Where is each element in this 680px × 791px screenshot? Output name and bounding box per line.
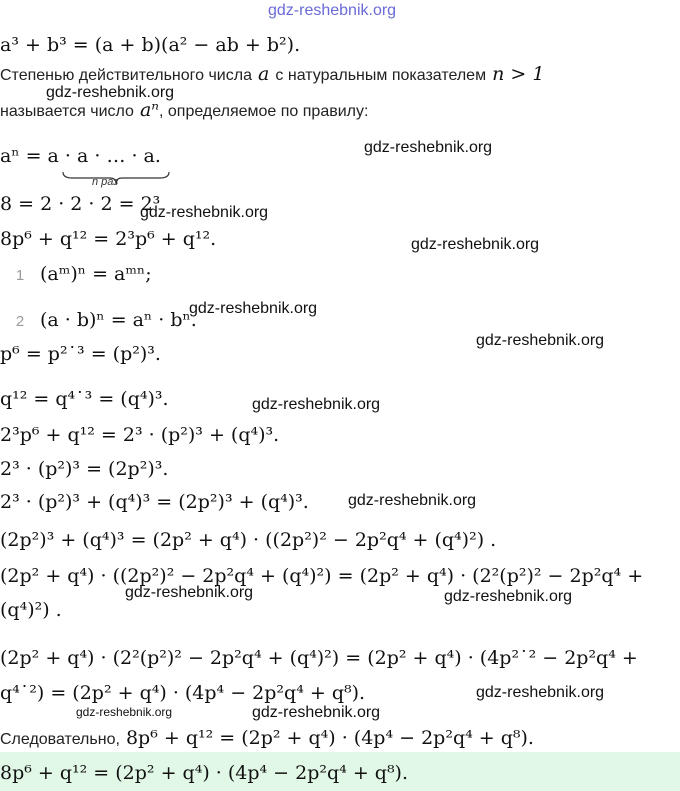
- conclusion-line: [0, 727, 534, 751]
- watermark[interactable]: gdz-reshebnik.org: [444, 588, 573, 605]
- expression-2: 2³p⁶ + q¹² = 2³ · (p²)³ + (q⁴)³.: [0, 424, 280, 446]
- property-2: [0, 309, 197, 333]
- definition-text-1: Степенью действительного числа: [0, 67, 252, 84]
- property-2-number: 2: [15, 313, 25, 330]
- final-answer: 8p⁶ + q¹² = (2p² + q⁴) · (4p⁴ − 2p²q⁴ + q⁸).: [0, 762, 409, 784]
- watermark[interactable]: gdz-reshebnik.org: [189, 300, 318, 317]
- property-2-formula: (a · b)ⁿ = aⁿ · bⁿ.: [40, 309, 197, 331]
- expression-1: 8p⁶ + q¹² = 2³p⁶ + q¹².: [0, 228, 217, 250]
- expression-6-line-2: (q⁴)²) .: [0, 599, 62, 621]
- definition-line-2: [0, 99, 368, 123]
- exponent-condition: n > 1: [492, 63, 545, 85]
- property-1: [0, 263, 152, 287]
- watermark[interactable]: gdz-reshebnik.org: [252, 396, 381, 413]
- watermark[interactable]: gdz-reshebnik.org: [76, 705, 173, 719]
- conclusion-label: Следовательно,: [0, 731, 120, 748]
- definition-text-4: , определяемое по правилу:: [159, 103, 369, 120]
- watermark[interactable]: gdz-reshebnik.org: [476, 684, 605, 701]
- definition-text-2: с натуральным показателем: [275, 67, 487, 84]
- expression-7-line-2: q⁴˙²) = (2p² + q⁴) · (4p⁴ − 2p²q⁴ + q⁸).: [0, 682, 366, 704]
- eight-equation: 8 = 2 · 2 · 2 = 2³: [0, 193, 161, 215]
- expression-4: 2³ · (p²)³ + (q⁴)³ = (2p²)³ + (q⁴)³.: [0, 491, 309, 513]
- watermark[interactable]: gdz-reshebnik.org: [476, 332, 605, 349]
- watermark-top[interactable]: gdz-reshebnik.org: [268, 2, 397, 19]
- watermark[interactable]: gdz-reshebnik.org: [348, 492, 477, 509]
- q12-rewrite: q¹² = q⁴˙³ = (q⁴)³.: [0, 388, 169, 410]
- watermark[interactable]: gdz-reshebnik.org: [411, 236, 540, 253]
- var-a-n: aⁿ: [139, 99, 159, 121]
- power-definition: aⁿ = a · a · … · a.: [0, 145, 161, 167]
- watermark[interactable]: gdz-reshebnik.org: [140, 204, 269, 221]
- cube-sum-formula: a³ + b³ = (a + b)(a² − ab + b²).: [0, 34, 301, 56]
- expression-3: 2³ · (p²)³ = (2p²)³.: [0, 458, 169, 480]
- definition-text-3: называется число: [0, 103, 134, 120]
- property-1-formula: (aᵐ)ⁿ = aᵐⁿ;: [40, 263, 152, 285]
- watermark[interactable]: gdz-reshebnik.org: [46, 84, 175, 101]
- expression-7-line-1: (2p² + q⁴) · (2²(p²)² − 2p²q⁴ + (q⁴)²) = (2p² + q⁴) · (4p²˙² − 2p²q⁴ +: [0, 647, 638, 669]
- property-1-number: 1: [15, 267, 25, 284]
- watermark[interactable]: gdz-reshebnik.org: [252, 704, 381, 721]
- watermark[interactable]: gdz-reshebnik.org: [125, 584, 254, 601]
- var-a: a: [258, 63, 270, 85]
- conclusion-formula: 8p⁶ + q¹² = (2p² + q⁴) · (4p⁴ − 2p²q⁴ + q⁸).: [125, 727, 534, 749]
- expression-6-line-1: (2p² + q⁴) · ((2p²)² − 2p²q⁴ + (q⁴)²) = (2p² + q⁴) · (2²(p²)² − 2p²q⁴ +: [0, 565, 644, 587]
- expression-5: (2p²)³ + (q⁴)³ = (2p² + q⁴) · ((2p²)² − 2p²q⁴ + (q⁴)²) .: [0, 529, 497, 551]
- watermark[interactable]: gdz-reshebnik.org: [364, 139, 493, 156]
- n-times-label: n раз: [92, 176, 119, 188]
- p6-rewrite: p⁶ = p²˙³ = (p²)³.: [0, 343, 161, 365]
